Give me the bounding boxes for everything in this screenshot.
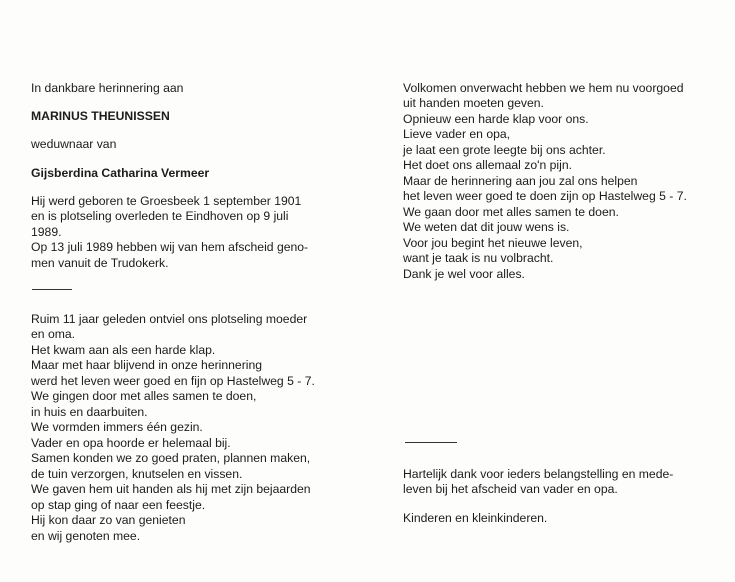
bio-line: men vanuit de Trudokerk. bbox=[31, 256, 169, 270]
poem-line: We gingen door met alles samen te doen, bbox=[31, 389, 257, 403]
relation-text: weduwnaar van bbox=[31, 137, 117, 151]
poem-line: in huis en daarbuiten. bbox=[31, 405, 148, 419]
thanks-line: leven bij het afscheid van vader en opa. bbox=[403, 482, 618, 496]
bio-line: Op 13 juli 1989 hebben wij van hem afscheid geno- bbox=[31, 240, 309, 254]
poem-line: het leven weer goed te doen zijn op Hastelweg 5 - 7. bbox=[403, 189, 687, 203]
poem-line: Ruim 11 jaar geleden ontviel ons plotseling moeder bbox=[31, 312, 308, 326]
poem-line: Lieve vader en opa, bbox=[403, 127, 511, 141]
poem-line: want je taak is nu volbracht. bbox=[403, 251, 554, 265]
bio-line: en is plotseling overleden te Eindhoven op 9 juli bbox=[31, 209, 289, 223]
bio-line: Hij werd geboren te Groesbeek 1 september 1901 bbox=[31, 194, 302, 208]
poem-line: Maar de herinnering aan jou zal ons helpen bbox=[403, 174, 638, 188]
poem-line: op stap ging of naar een feestje. bbox=[31, 498, 206, 512]
poem-line: Dank je wel voor alles. bbox=[403, 267, 525, 281]
poem-line: en oma. bbox=[31, 327, 76, 341]
poem-line: We gaan door met alles samen te doen. bbox=[403, 205, 619, 219]
poem-line: We gaven hem uit handen als hij met zijn bejaarden bbox=[31, 482, 311, 496]
poem-line: de tuin verzorgen, knutselen en vissen. bbox=[31, 467, 243, 481]
poem-line: Het doet ons allemaal zo'n pijn. bbox=[403, 158, 572, 172]
signature-text: Kinderen en kleinkinderen. bbox=[403, 511, 548, 525]
poem-line: Opnieuw een harde klap voor ons. bbox=[403, 112, 589, 126]
thanks-line: Hartelijk dank voor ieders belangstelling en mede- bbox=[403, 467, 674, 481]
poem-line: je laat een grote leegte bij ons achter. bbox=[403, 143, 606, 157]
deceased-name: MARINUS THEUNISSEN bbox=[31, 109, 170, 123]
poem-line: Hij kon daar zo van genieten bbox=[31, 513, 186, 527]
poem-line: Volkomen onverwacht hebben we hem nu voorgoed bbox=[403, 81, 684, 95]
poem-line: werd het leven weer goed en fijn op Hastelweg 5 - 7. bbox=[31, 374, 315, 388]
intro-text: In dankbare herinnering aan bbox=[31, 81, 184, 95]
poem-line: Vader en opa hoorde er helemaal bij. bbox=[31, 436, 231, 450]
poem-line: uit handen moeten geven. bbox=[403, 96, 544, 110]
poem-line: en wij genoten mee. bbox=[31, 529, 141, 543]
poem-line: Samen konden we zo goed praten, plannen maken, bbox=[31, 451, 311, 465]
poem-line: Het kwam aan als een harde klap. bbox=[31, 343, 216, 357]
spouse-name: Gijsberdina Catharina Vermeer bbox=[31, 166, 210, 180]
poem-line: Voor jou begint het nieuwe leven, bbox=[403, 236, 583, 250]
divider-line bbox=[405, 442, 457, 443]
poem-line: Maar met haar blijvend in onze herinnering bbox=[31, 358, 263, 372]
poem-line: We vormden immers één gezin. bbox=[31, 420, 203, 434]
divider-line bbox=[32, 289, 72, 290]
poem-line: We weten dat dit jouw wens is. bbox=[403, 220, 570, 234]
bio-line: 1989. bbox=[31, 225, 62, 239]
